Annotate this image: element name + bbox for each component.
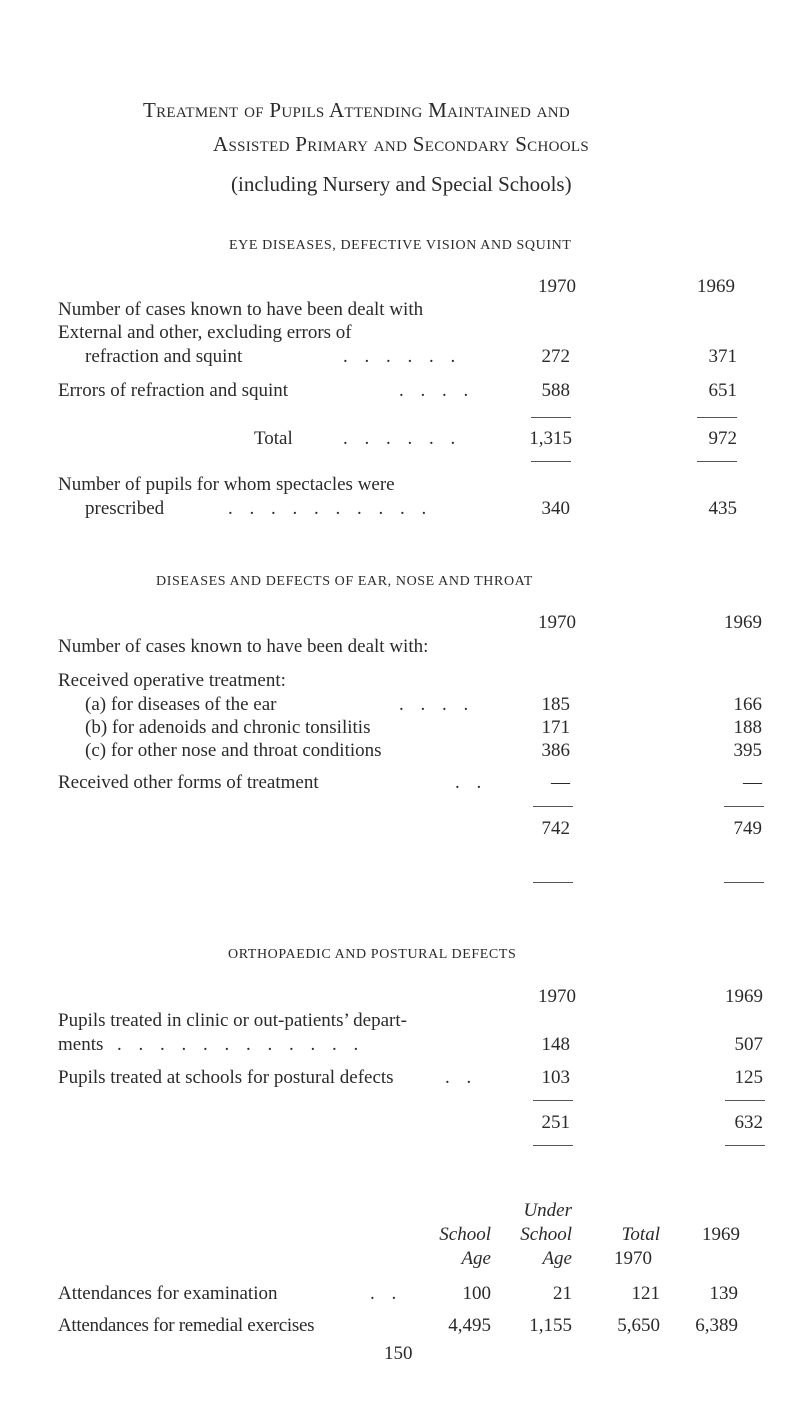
ortho-row2-1970: 103	[541, 1067, 570, 1088]
attend-header-1969: 1969	[702, 1224, 740, 1245]
attend-header-under-line2: School	[520, 1224, 572, 1245]
attend-header-under-line3: Age	[542, 1248, 572, 1269]
ent-operative-heading: Received operative treatment:	[58, 670, 286, 691]
eye-rule-1969-top	[697, 417, 737, 418]
eye-spectacles-label-line1: Number of pupils for whom spectacles were	[58, 474, 395, 495]
attend-row1-under: 21	[553, 1283, 572, 1304]
attend-header-under-line1: Under	[523, 1200, 572, 1221]
page-title-line-2: Assisted Primary and Secondary Schools	[213, 132, 589, 156]
ortho-col-1969: 1969	[725, 986, 763, 1007]
leader-dots: . .	[445, 1067, 478, 1088]
attend-row2-under: 1,155	[529, 1315, 572, 1336]
leader-dots: . . . . . .	[343, 346, 462, 367]
ortho-row1-label-line1: Pupils treated in clinic or out-patients’ depart-	[58, 1010, 407, 1031]
ent-b-1970: 171	[541, 717, 570, 738]
ortho-row2-1969: 125	[734, 1067, 763, 1088]
eye-row1-label-line1: Number of cases known to have been dealt with	[58, 299, 424, 320]
ent-col-1969: 1969	[724, 612, 762, 633]
ent-total-1970: 742	[541, 818, 570, 839]
ortho-rule-1969-bottom	[725, 1145, 765, 1146]
attend-row1-1969: 139	[709, 1283, 738, 1304]
ortho-col-1970: 1970	[538, 986, 576, 1007]
attend-header-school-line1: School	[439, 1224, 491, 1245]
ortho-row1-1969: 507	[734, 1034, 763, 1055]
ent-b-label: (b) for adenoids and chronic tonsilitis	[85, 717, 371, 738]
ent-other-1969: —	[743, 772, 762, 793]
page-subtitle: (including Nursery and Special Schools)	[231, 172, 572, 196]
ortho-row1-1970: 148	[541, 1034, 570, 1055]
ortho-row2-label: Pupils treated at schools for postural defects	[58, 1067, 394, 1088]
leader-dots: . . . . . . . . . .	[228, 498, 433, 519]
eye-section-heading: EYE DISEASES, DEFECTIVE VISION AND SQUINT	[229, 238, 572, 253]
attend-row2-1969: 6,389	[695, 1315, 738, 1336]
ent-rule-1969-top	[724, 806, 764, 807]
leader-dots: . . . .	[399, 694, 475, 715]
ent-c-label: (c) for other nose and throat conditions	[85, 740, 382, 761]
ent-c-1969: 395	[733, 740, 762, 761]
ent-section-heading: DISEASES AND DEFECTS OF EAR, NOSE AND THROAT	[156, 574, 533, 589]
ent-a-1970: 185	[541, 694, 570, 715]
attend-row1-label: Attendances for examination	[58, 1283, 278, 1304]
ent-other-label: Received other forms of treatment	[58, 772, 319, 793]
attend-header-total-line2: 1970	[614, 1248, 652, 1269]
attend-row1-total: 121	[631, 1283, 660, 1304]
ent-a-label: (a) for diseases of the ear	[85, 694, 277, 715]
eye-row1-1969: 371	[708, 346, 737, 367]
leader-dots: . . . .	[399, 380, 475, 401]
ent-rule-1970-top	[533, 806, 573, 807]
ent-a-1969: 166	[733, 694, 762, 715]
leader-dots: . .	[370, 1283, 403, 1304]
eye-total-1969: 972	[708, 428, 737, 449]
ortho-section-heading: ORTHOPAEDIC AND POSTURAL DEFECTS	[228, 947, 517, 962]
ortho-total-1970: 251	[541, 1112, 570, 1133]
eye-spectacles-label-line2: prescribed	[85, 498, 165, 519]
ortho-total-1969: 632	[734, 1112, 763, 1133]
ent-other-1970: —	[551, 772, 570, 793]
eye-row2-label: Errors of refraction and squint	[58, 380, 289, 401]
ent-c-1970: 386	[541, 740, 570, 761]
ortho-rule-1969-top	[725, 1100, 765, 1101]
eye-row2-1970: 588	[541, 380, 570, 401]
page-title-line-1: Treatment of Pupils Attending Maintained and	[143, 98, 571, 122]
eye-total-1970: 1,315	[529, 428, 572, 449]
eye-row1-label-line3: refraction and squint	[85, 346, 243, 367]
leader-dots: . .	[455, 772, 488, 793]
ent-col-1970: 1970	[538, 612, 576, 633]
ent-rule-1970-bottom	[533, 882, 573, 883]
leader-dots: . . . . . . . . . . . .	[117, 1034, 365, 1055]
attend-row1-school: 100	[462, 1283, 491, 1304]
eye-row2-1969: 651	[708, 380, 737, 401]
eye-rule-1970-bottom	[531, 461, 571, 462]
ortho-rule-1970-bottom	[533, 1145, 573, 1146]
attend-row2-school: 4,495	[448, 1315, 491, 1336]
leader-dots: . . . . . .	[343, 428, 462, 449]
attend-header-total-line1: Total	[621, 1224, 660, 1245]
eye-col-1970: 1970	[538, 276, 576, 297]
ent-rule-1969-bottom	[724, 882, 764, 883]
eye-total-label: Total	[254, 428, 293, 449]
eye-spectacles-1970: 340	[541, 498, 570, 519]
ent-total-1969: 749	[733, 818, 762, 839]
ent-intro: Number of cases known to have been dealt with:	[58, 636, 429, 657]
eye-spectacles-1969: 435	[708, 498, 737, 519]
ortho-row1-label-line2: ments	[58, 1034, 104, 1055]
ortho-rule-1970-top	[533, 1100, 573, 1101]
eye-row1-1970: 272	[541, 346, 570, 367]
eye-row1-label-line2: External and other, excluding errors of	[58, 322, 352, 343]
attend-header-school-line2: Age	[461, 1248, 491, 1269]
attend-row2-total: 5,650	[617, 1315, 660, 1336]
eye-rule-1970-top	[531, 417, 571, 418]
eye-rule-1969-bottom	[697, 461, 737, 462]
attend-row2-label: Attendances for remedial exercises	[58, 1315, 315, 1336]
ent-b-1969: 188	[733, 717, 762, 738]
page-number: 150	[384, 1343, 413, 1364]
eye-col-1969: 1969	[697, 276, 735, 297]
